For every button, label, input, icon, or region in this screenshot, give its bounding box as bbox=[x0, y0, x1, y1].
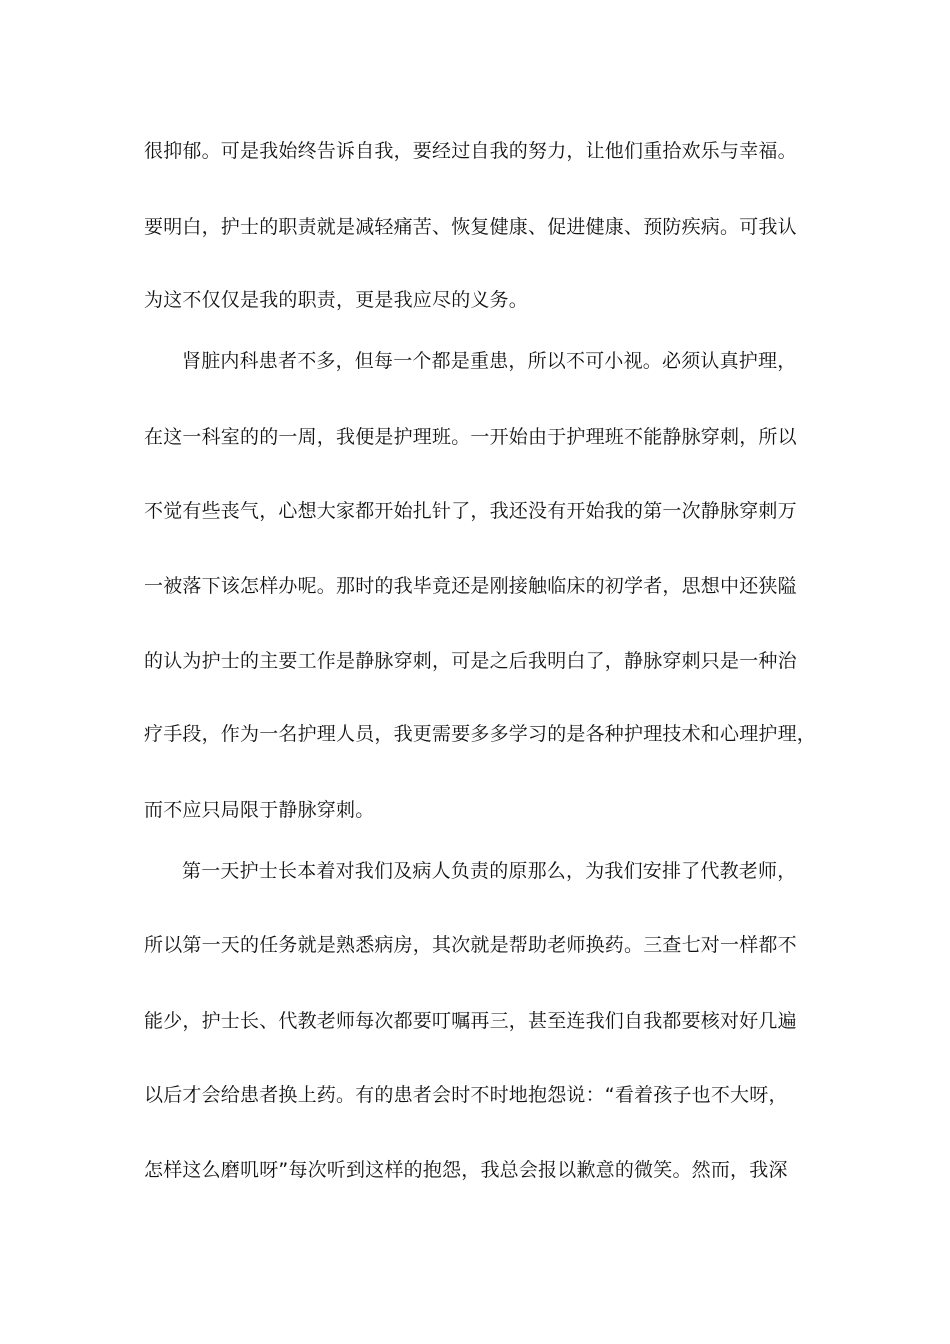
paragraph-first-line: 第一天护士长本着对我们及病人负责的原那么，为我们安排了代教老师， bbox=[182, 860, 797, 882]
text-line: 以后才会给患者换上药。有的患者会时不时地抱怨说：“看着孩子也不大呀， bbox=[144, 1084, 788, 1106]
text-line: 疗手段，作为一名护理人员，我更需要多多学习的是各种护理技术和心理护理， bbox=[144, 723, 817, 745]
text-line: 的认为护士的主要工作是静脉穿刺，可是之后我明白了，静脉穿刺只是一种治 bbox=[144, 650, 797, 672]
text-line: 能少，护士长、代教老师每次都要叮嘱再三，甚至连我们自我都要核对好几遍 bbox=[144, 1010, 797, 1032]
text-line: 一被落下该怎样办呢。那时的我毕竟还是刚接触临床的初学者，思想中还狭隘 bbox=[144, 575, 797, 597]
text-line: 所以第一天的任务就是熟悉病房，其次就是帮助老师换药。三查七对一样都不 bbox=[144, 934, 797, 956]
text-line: 要明白，护士的职责就是减轻痛苦、恢复健康、促进健康、预防疾病。可我认 bbox=[144, 216, 797, 238]
text-line: 很抑郁。可是我始终告诉自我，要经过自我的努力，让他们重拾欢乐与幸福。 bbox=[144, 140, 797, 162]
text-line: 不觉有些丧气，心想大家都开始扎针了，我还没有开始我的第一次静脉穿刺万 bbox=[144, 500, 797, 522]
text-line: 而不应只局限于静脉穿刺。 bbox=[144, 799, 375, 821]
paragraph-first-line: 肾脏内科患者不多，但每一个都是重患，所以不可小视。必须认真护理， bbox=[182, 350, 797, 372]
text-line: 怎样这么磨叽呀”每次听到这样的抱怨，我总会报以歉意的微笑。然而，我深 bbox=[144, 1159, 788, 1181]
text-line: 在这一科室的的一周，我便是护理班。一开始由于护理班不能静脉穿刺，所以 bbox=[144, 426, 797, 448]
text-line: 为这不仅仅是我的职责，更是我应尽的义务。 bbox=[144, 289, 529, 311]
